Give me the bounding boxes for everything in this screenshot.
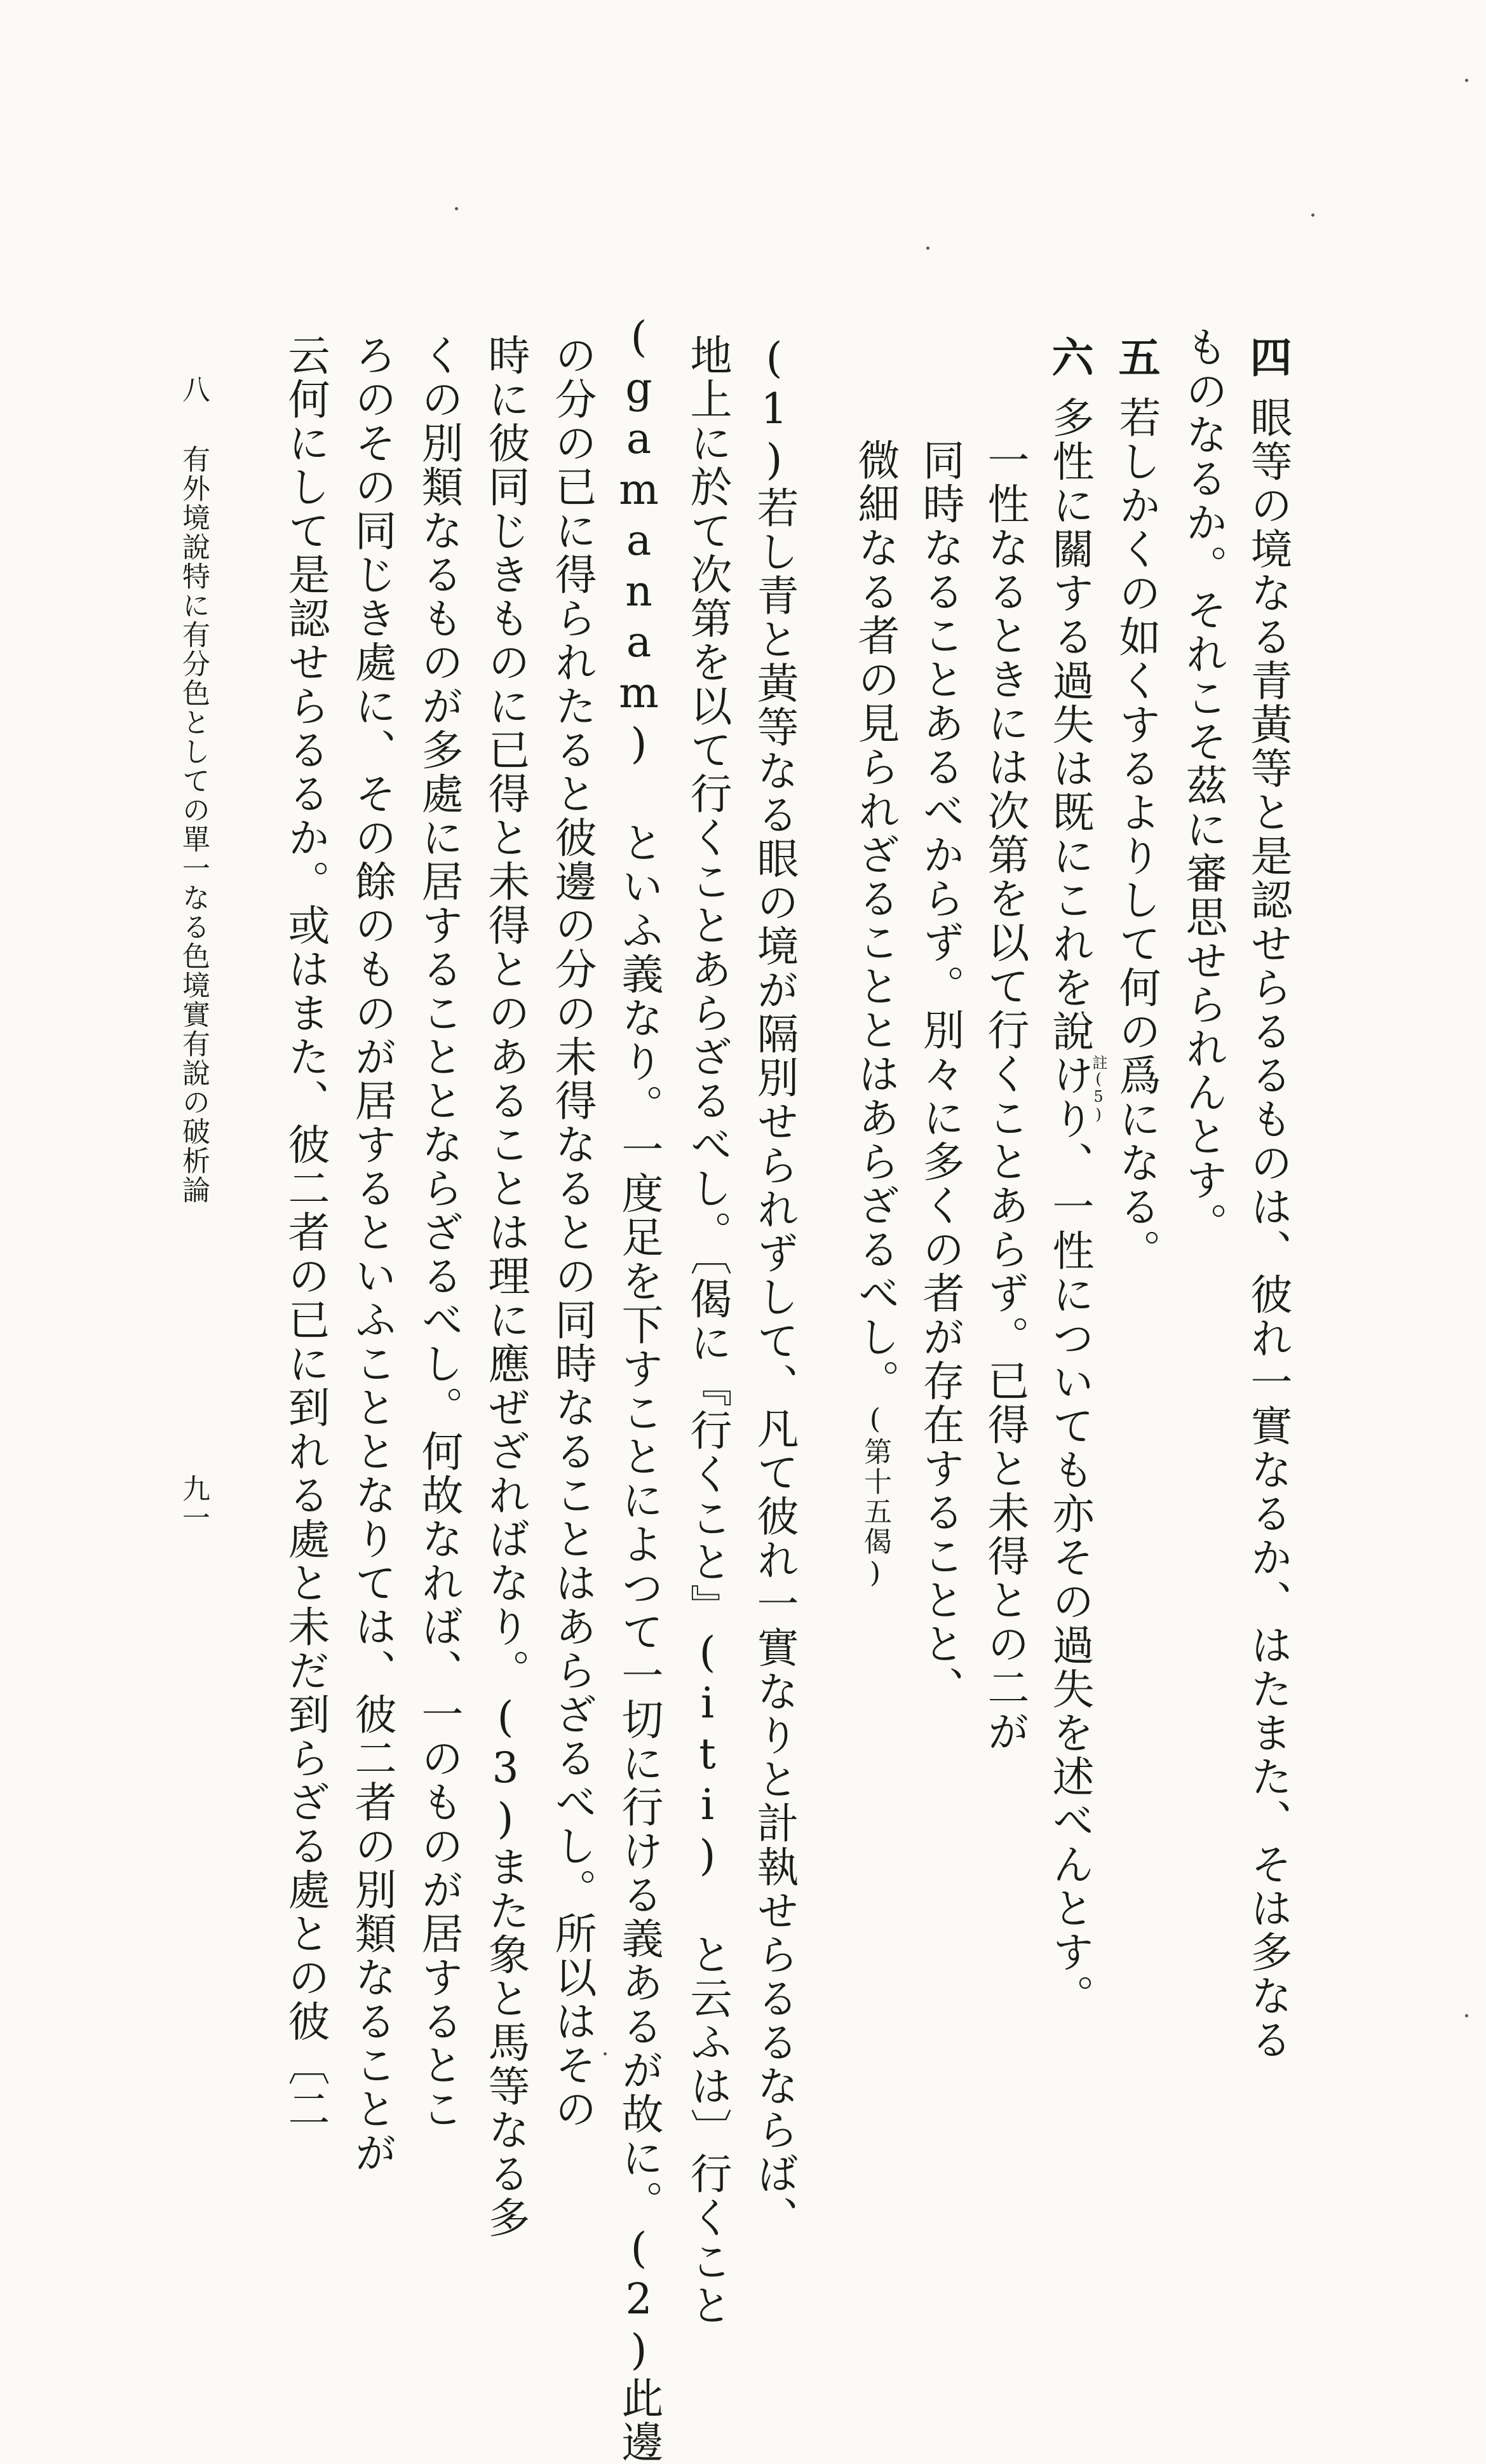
scan-speck bbox=[1311, 213, 1314, 217]
commentary-line-4: の分の已に得られたると彼邊の分の未得なるとの同時なることはあらざるべし。所以はその bbox=[548, 334, 597, 2131]
stanza-text: ものなるか。それこそ茲に審思せられんとす。 bbox=[1179, 325, 1227, 1246]
stanza-number: 六 bbox=[1044, 335, 1094, 379]
chapter-number: 八 bbox=[177, 375, 210, 404]
footnote-ref: 註(5) bbox=[1090, 1055, 1107, 1123]
stanza-5 bbox=[1111, 335, 1161, 1273]
stanza-text: 若しかくの如くするよりして何の爲になる。 bbox=[1112, 396, 1161, 1273]
stanza-number: 四 bbox=[1243, 335, 1292, 379]
commentary-line-8: 云何にして是認せらるるか。或はまた、彼二者の已に到れる處と未だ到らざる處との彼〔二 bbox=[281, 334, 330, 2131]
stanza-6 bbox=[1044, 335, 1094, 2018]
stanza-text: 多性に關する過失は既にこれを說けり、一性についても亦その過失を述べんとす。 bbox=[1045, 396, 1094, 2018]
stanza-number: 五 bbox=[1111, 335, 1161, 379]
commentary-line-5: 時に彼同じきものに已得と未得とのあることは理に應ぜざればなり。(3)また象と馬等なる多 bbox=[481, 334, 530, 2240]
commentary-line-6: くの別類なるものが多處に居することとならざるべし。何故なれば、一のものが居するとこ bbox=[414, 334, 463, 2131]
stanza-4 bbox=[1243, 335, 1292, 2062]
page-number: 九一 bbox=[177, 1474, 210, 1533]
commentary-line-1: (1)若し青と黃等なる眼の境が隔別せられずして、凡て彼れ一實なりと計執せらるるならば、 bbox=[750, 334, 799, 2240]
running-header: 有外境說特に有分色としての單一なる色境實有說の破析論 bbox=[177, 445, 210, 1205]
stanza-text: 眼等の境なる青黃等と是認せらるるものは、彼れ一實なるか、はたまた、そは多なる bbox=[1243, 396, 1292, 2062]
scan-speck bbox=[926, 247, 929, 250]
verse-text: 同時なることあるべからず。別々に多くの者が存在することと、 bbox=[915, 438, 964, 1710]
commentary-line-7: ろのその同じき處に、その餘のものが居するといふこととなりては、彼二者の別類なることが bbox=[348, 334, 396, 2175]
verse-line-3 bbox=[851, 438, 900, 1591]
verse-line-1 bbox=[980, 438, 1029, 1754]
scan-speck bbox=[604, 2052, 607, 2055]
verse-text: 微細なる者の見られざることとはあらざるべし。 bbox=[851, 438, 900, 1403]
scan-speck bbox=[455, 207, 458, 210]
verse-text: 一性なるときには次第を以て行くことあらず。已得と未得との二が bbox=[980, 438, 1029, 1754]
commentary-line-3: (gamanam) といふ義なり。一度足を下すことによつて一切に行ける義あるが故に。(2)此邊 bbox=[614, 313, 663, 2464]
verse-line-2 bbox=[915, 438, 964, 1710]
scan-speck bbox=[1465, 79, 1468, 82]
scan-speck bbox=[1465, 2014, 1468, 2017]
stanza-4-continued bbox=[1179, 325, 1227, 1246]
verse-number: (第十五偈) bbox=[859, 1403, 891, 1591]
commentary-line-2: 地上に於て次第を以て行くことあらざるべし。〔偈に『行くこと』(iti) と云ふは〕行くこと bbox=[683, 334, 732, 2327]
